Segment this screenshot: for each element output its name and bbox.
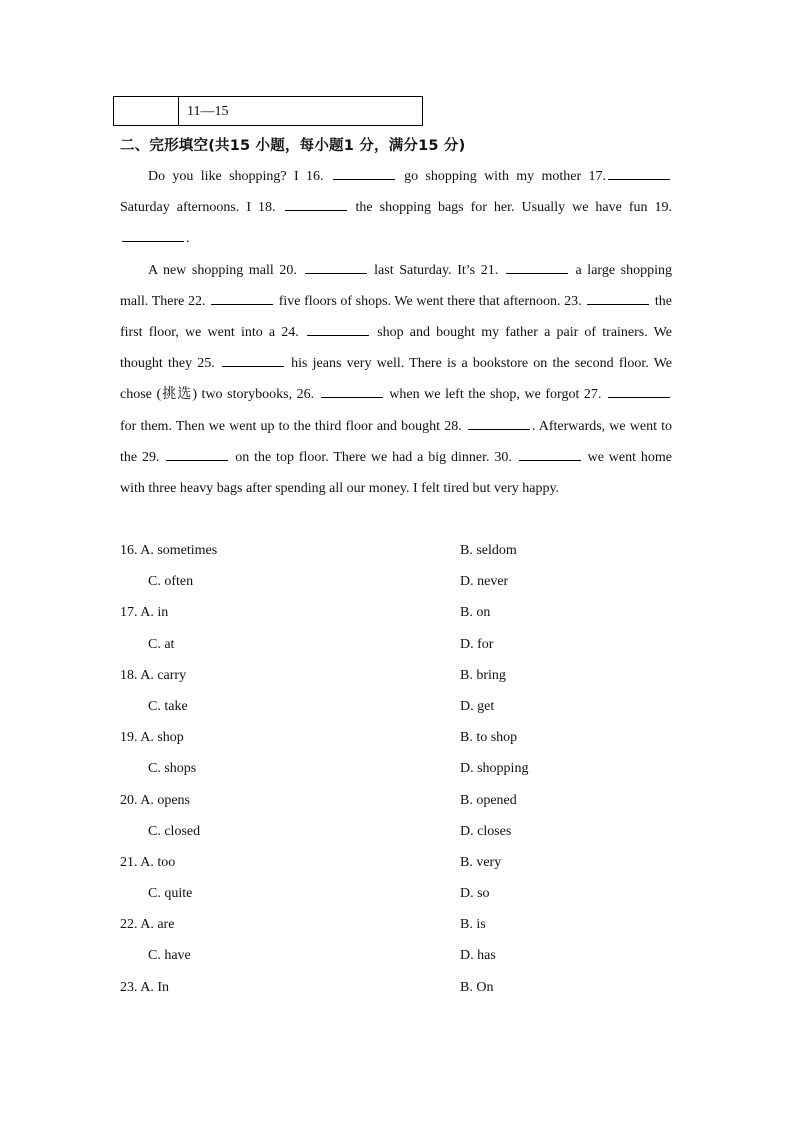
option-row bbox=[120, 878, 680, 909]
passage-text: we went home with three heavy bags after spending all our money. I felt tired but very happy. bbox=[120, 449, 672, 497]
option-right: D. closes bbox=[460, 823, 512, 839]
answer-blank[interactable] bbox=[468, 417, 530, 430]
option-right: B. to shop bbox=[460, 730, 518, 746]
passage-text: five floors of shops. We went there that afternoon. 23. bbox=[275, 293, 586, 309]
option-row bbox=[120, 972, 680, 1003]
option-left: 19. A. shop bbox=[120, 730, 184, 746]
option-row bbox=[120, 753, 680, 784]
option-right: B. very bbox=[460, 854, 502, 870]
option-left: C. closed bbox=[148, 823, 201, 839]
option-row bbox=[120, 597, 680, 628]
option-left: C. have bbox=[148, 948, 191, 964]
option-row bbox=[120, 535, 680, 566]
option-right: B. opened bbox=[460, 792, 517, 808]
option-left: 17. A. in bbox=[120, 605, 169, 621]
answer-blank[interactable] bbox=[506, 261, 568, 274]
passage-text: his jeans very well. There is a bookstore on the second floor. We chose (挑选) two storybooks, 26. bbox=[120, 356, 672, 403]
passage-text: the first floor, we went into a 24. bbox=[120, 293, 672, 341]
option-right: D. for bbox=[460, 636, 494, 652]
passage-text: when we left the shop, we forgot 27. bbox=[384, 387, 606, 403]
option-right: D. get bbox=[460, 698, 495, 714]
answer-blank[interactable] bbox=[166, 448, 228, 461]
passage-text: the shopping bags for her. Usually we have fun 19. bbox=[348, 200, 672, 216]
passage-text: Do you like shopping? I 16. bbox=[148, 169, 331, 184]
option-left: C. at bbox=[148, 636, 175, 652]
option-row bbox=[120, 566, 680, 597]
option-right: B. bring bbox=[460, 667, 506, 683]
answer-blank[interactable] bbox=[305, 261, 367, 274]
passage-text: last Saturday. It’s 21. bbox=[368, 262, 504, 278]
option-right: D. never bbox=[460, 574, 509, 590]
option-right: D. has bbox=[460, 948, 496, 964]
answer-blank[interactable] bbox=[122, 229, 184, 242]
option-right: D. shopping bbox=[460, 761, 529, 777]
passage-text: for them. Then we went up to the third floor and bought 28. bbox=[120, 418, 466, 434]
option-row bbox=[120, 816, 680, 847]
answer-blank[interactable] bbox=[608, 167, 670, 180]
option-left: 23. A. In bbox=[120, 979, 169, 995]
option-right: B. is bbox=[460, 917, 486, 933]
answer-table-cell-range: 11—15 bbox=[187, 104, 229, 119]
section-title: 二、完形填空(共15 小题，每小题1 分，满分15 分) bbox=[120, 138, 466, 154]
answer-table-cell-empty bbox=[114, 97, 179, 125]
passage-text: on the top floor. There we had a big dinner. 30. bbox=[230, 449, 517, 465]
option-row bbox=[120, 660, 680, 691]
option-left: C. quite bbox=[148, 886, 193, 902]
option-row bbox=[120, 691, 680, 722]
option-right: B. on bbox=[460, 605, 491, 621]
option-row bbox=[120, 785, 680, 816]
passage-text: A new shopping mall 20. bbox=[148, 262, 303, 278]
answer-blank[interactable] bbox=[333, 167, 395, 180]
option-left: C. often bbox=[148, 574, 194, 590]
option-left: 21. A. too bbox=[120, 854, 176, 870]
passage-text: . bbox=[186, 231, 190, 247]
answer-blank[interactable] bbox=[608, 385, 670, 398]
option-left: 18. A. carry bbox=[120, 667, 187, 683]
option-left: 16. A. sometimes bbox=[120, 543, 218, 558]
answer-blank[interactable] bbox=[211, 292, 273, 305]
answer-blank[interactable] bbox=[285, 198, 347, 211]
passage-paragraph-1 bbox=[120, 161, 672, 255]
answer-blank[interactable] bbox=[519, 448, 581, 461]
option-row bbox=[120, 909, 680, 940]
option-right: D. so bbox=[460, 886, 490, 902]
answer-blank[interactable] bbox=[222, 354, 284, 367]
option-left: C. shops bbox=[148, 761, 197, 777]
passage-text: go shopping with my mother 17. bbox=[396, 169, 606, 184]
answer-blank[interactable] bbox=[587, 292, 649, 305]
answer-table bbox=[113, 96, 423, 126]
option-row bbox=[120, 629, 680, 660]
answer-blank[interactable] bbox=[321, 385, 383, 398]
passage-text: . Afterwards, we went to the 29. bbox=[120, 418, 672, 465]
option-left: 22. A. are bbox=[120, 917, 175, 933]
option-right: B. On bbox=[460, 979, 494, 995]
option-left: C. take bbox=[148, 698, 188, 714]
passage-paragraph-2 bbox=[120, 255, 672, 505]
option-left: 20. A. opens bbox=[120, 792, 190, 808]
option-row bbox=[120, 722, 680, 753]
cloze-passage bbox=[120, 161, 672, 504]
passage-text: shop and bought my father a pair of trainers. We thought they 25. bbox=[120, 325, 672, 372]
answer-blank[interactable] bbox=[307, 323, 369, 336]
option-row bbox=[120, 940, 680, 971]
passage-text: a large shopping mall. There 22. bbox=[120, 262, 673, 309]
options-list bbox=[120, 535, 680, 1003]
option-row bbox=[120, 847, 680, 878]
option-right: B. seldom bbox=[460, 543, 517, 558]
passage-text: Saturday afternoons. I 18. bbox=[120, 200, 283, 216]
